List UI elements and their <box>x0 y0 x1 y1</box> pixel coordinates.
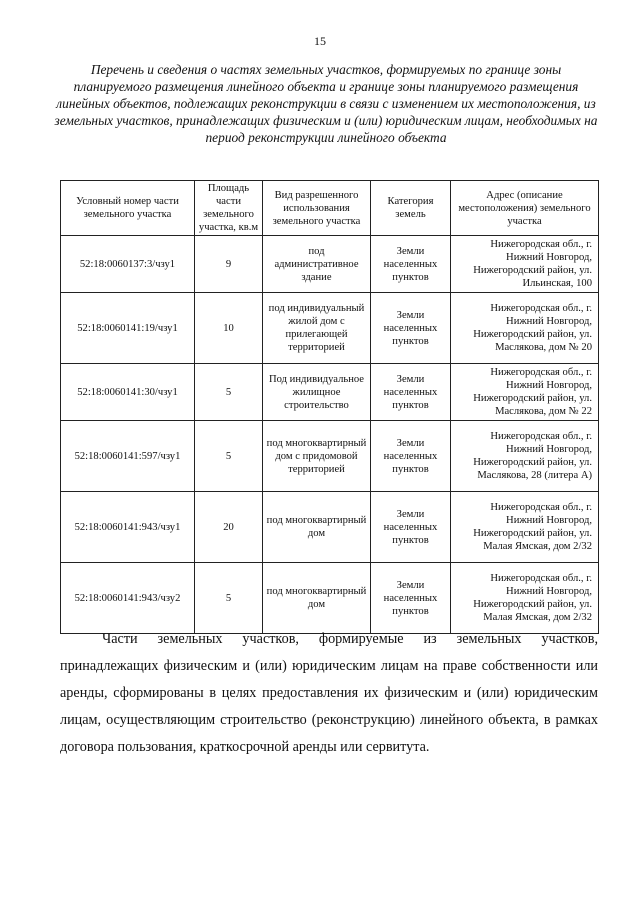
cell-area: 5 <box>195 421 263 492</box>
table-row <box>61 563 599 634</box>
header-plot-number: Условный номер части земельного участка <box>61 181 195 236</box>
cell-area: 9 <box>195 236 263 293</box>
cell-land-category: Земли населенных пунктов <box>371 293 451 364</box>
cell-land-category: Земли населенных пунктов <box>371 421 451 492</box>
cell-plot-number: 52:18:0060137:3/чзу1 <box>61 236 195 293</box>
cell-permitted-use: под индивидуальный жилой дом с прилегающей территорией <box>263 293 371 364</box>
cell-address: Нижегородская обл., г. Нижний Новгород, Нижегородский район, ул. Ильинская, 100 <box>451 236 599 293</box>
cell-plot-number: 52:18:0060141:597/чзу1 <box>61 421 195 492</box>
cell-area: 20 <box>195 492 263 563</box>
cell-permitted-use: под многоквартирный дом <box>263 563 371 634</box>
cell-area: 5 <box>195 563 263 634</box>
cell-land-category: Земли населенных пунктов <box>371 563 451 634</box>
cell-permitted-use: Под индивидуальное жилищное строительство <box>263 364 371 421</box>
table-row <box>61 236 599 293</box>
cell-plot-number: 52:18:0060141:19/чзу1 <box>61 293 195 364</box>
cell-plot-number: 52:18:0060141:943/чзу1 <box>61 492 195 563</box>
document-title: Перечень и сведения о частях земельных участков, формируемых по границе зоны планируемого размещения линейного объекта и границе зоны планируемого размещения линейных объектов, подлежащих реконструкции в связи с изменением их местоположения, из земельных участков, принадлежащих физическим и (или) юридическим лицам, необходимых на период реконструкции линейного объекта <box>54 62 598 145</box>
table-header-row <box>61 181 599 236</box>
cell-address: Нижегородская обл., г. Нижний Новгород, Нижегородский район, ул. Малая Ямская, дом 2/32 <box>451 563 599 634</box>
table-row <box>61 364 599 421</box>
cell-plot-number: 52:18:0060141:943/чзу2 <box>61 563 195 634</box>
page-number: 15 <box>314 34 326 48</box>
cell-area: 5 <box>195 364 263 421</box>
cell-address: Нижегородская обл., г. Нижний Новгород, Нижегородский район, ул. Малая Ямская, дом 2/32 <box>451 492 599 563</box>
body-paragraph: Части земельных участков, формируемые из земельных участков, принадлежащих физическим и (или) юридическим лицам на праве собственности или аренды, сформированы в целях предоставления их физическим и (или) юридическим лицам, осуществляющим строительство (реконструкцию) линейного объекта, в рамках договора пользования, краткосрочной аренды или сервитута. <box>60 631 598 755</box>
table-row <box>61 293 599 364</box>
cell-permitted-use: под административное здание <box>263 236 371 293</box>
cell-permitted-use: под многоквартирный дом с придомовой территорией <box>263 421 371 492</box>
header-address: Адрес (описание местоположения) земельного участка <box>451 181 599 236</box>
table-row <box>61 492 599 563</box>
cell-address: Нижегородская обл., г. Нижний Новгород, Нижегородский район, ул. Маслякова, дом № 20 <box>451 293 599 364</box>
header-land-category: Категория земель <box>371 181 451 236</box>
header-area: Площадь части земельного участка, кв.м <box>195 181 263 236</box>
cell-land-category: Земли населенных пунктов <box>371 364 451 421</box>
cell-land-category: Земли населенных пунктов <box>371 236 451 293</box>
cell-address: Нижегородская обл., г. Нижний Новгород, Нижегородский район, ул. Маслякова, дом № 22 <box>451 364 599 421</box>
table-row <box>61 421 599 492</box>
cell-plot-number: 52:18:0060141:30/чзу1 <box>61 364 195 421</box>
cell-land-category: Земли населенных пунктов <box>371 492 451 563</box>
cell-area: 10 <box>195 293 263 364</box>
land-plots-table <box>60 180 599 634</box>
cell-permitted-use: под многоквартирный дом <box>263 492 371 563</box>
cell-address: Нижегородская обл., г. Нижний Новгород, Нижегородский район, ул. Маслякова, 28 (литера А) <box>451 421 599 492</box>
header-permitted-use: Вид разрешенного использования земельного участка <box>263 181 371 236</box>
